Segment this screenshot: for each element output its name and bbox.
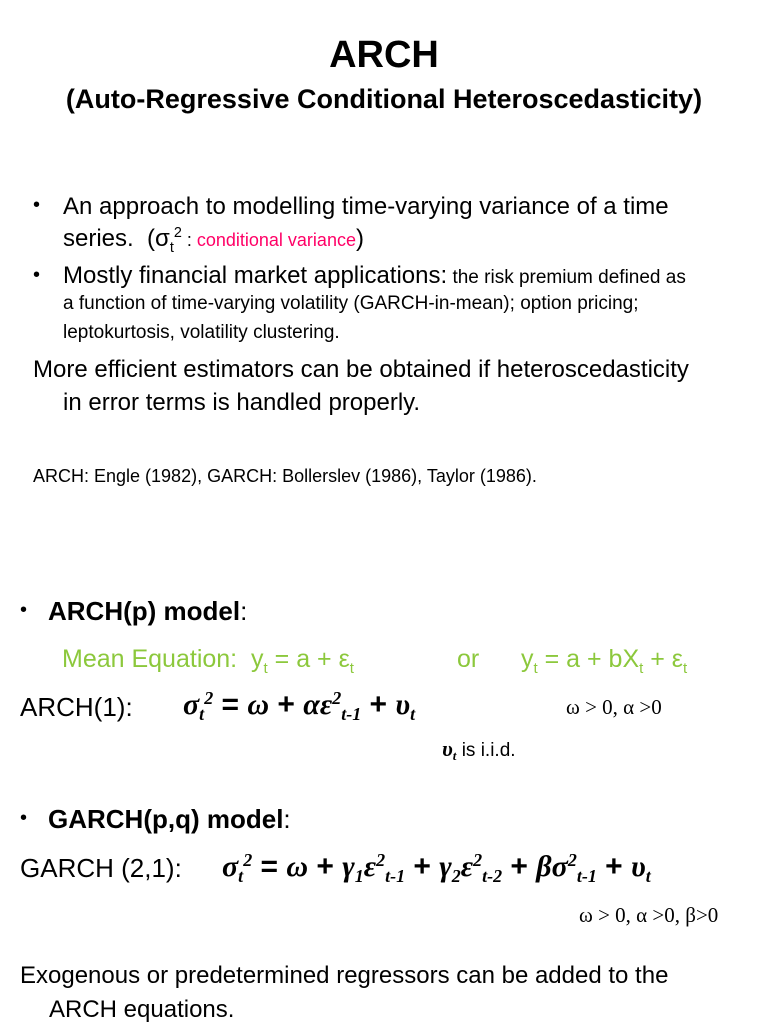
bullet2-rest: the risk premium defined as	[447, 267, 686, 288]
bullet1-prefix: series.	[63, 225, 134, 252]
garch21-conditions: ω > 0, α >0, β>0	[579, 903, 719, 927]
bullet-icon: •	[33, 264, 41, 286]
arch-heading-colon: :	[240, 596, 248, 626]
mean-equation-alt: $y_t = a + bX_t + \varepsilon_t$	[521, 645, 688, 677]
footer-line2: ARCH equations.	[49, 996, 235, 1023]
bullet2-line1	[63, 262, 686, 290]
sigma-symbol: σ	[155, 225, 170, 252]
garch21-equation: $\sigma_t^2 = \omega + \gamma_1\varepsilon^2_{t-1} + \gamma_2\varepsilon^2_{t-2} + \beta\sigma^2_{t-1} + \upsilon_t$	[222, 850, 651, 887]
bullet1-colon: :	[181, 230, 197, 250]
arch1-conditions: ω > 0, α >0	[566, 695, 662, 719]
bullet-icon: •	[20, 599, 28, 621]
mean-equation: Mean Equation: $y_t = a + \varepsilon_t$	[62, 645, 354, 677]
bullet1-line2: series. ($\sigma_t^2$ : conditional variance)	[63, 225, 364, 256]
arch-heading	[48, 596, 247, 627]
iid-note: $\upsilon_t$ is i.i.d.	[442, 736, 516, 763]
page-subtitle: (Auto-Regressive Conditional Heteroscedasticity)	[65, 84, 703, 114]
arch-heading-text: ARCH(p) model	[48, 596, 241, 626]
sigma-superscript: 2	[173, 225, 182, 241]
bullet2-lead: Mostly financial market applications:	[63, 262, 448, 289]
arch1-equation: $\sigma_t^2 = \omega + \alpha\varepsilon^2_{t-1} + \upsilon_t$	[183, 688, 416, 725]
arch1-label: ARCH(1):	[20, 692, 133, 722]
bullet-icon: •	[33, 194, 41, 216]
sigma-subscript: t	[169, 239, 174, 256]
bullet1-line1: An approach to modelling time-varying variance of a time	[63, 193, 669, 220]
paragraph-line2: in error terms is handled properly.	[63, 389, 421, 416]
references: ARCH: Engle (1982), GARCH: Bollerslev (1986), Taylor (1986).	[33, 466, 537, 486]
iid-text: is i.i.d.	[461, 740, 516, 761]
conditional-variance-label: conditional variance	[196, 230, 356, 250]
bullet2-line3: leptokurtosis, volatility clustering.	[63, 322, 340, 343]
garch21-label: GARCH (2,1):	[20, 853, 182, 883]
page-title: ARCH	[329, 34, 439, 76]
paragraph-line1: More efficient estimators can be obtained if heteroscedasticity	[33, 356, 689, 383]
footer-line1: Exogenous or predetermined regressors can be added to the	[20, 962, 669, 989]
mean-equation-label: Mean Equation:	[62, 645, 238, 673]
mean-or: or	[457, 645, 480, 673]
bullet-icon: •	[20, 807, 28, 829]
garch-heading	[48, 804, 291, 835]
bullet2-line2: a function of time-varying volatility (GARCH-in-mean); option pricing;	[63, 293, 639, 314]
garch-heading-text: GARCH(p,q) model	[48, 804, 284, 834]
garch-heading-colon: :	[283, 804, 291, 834]
